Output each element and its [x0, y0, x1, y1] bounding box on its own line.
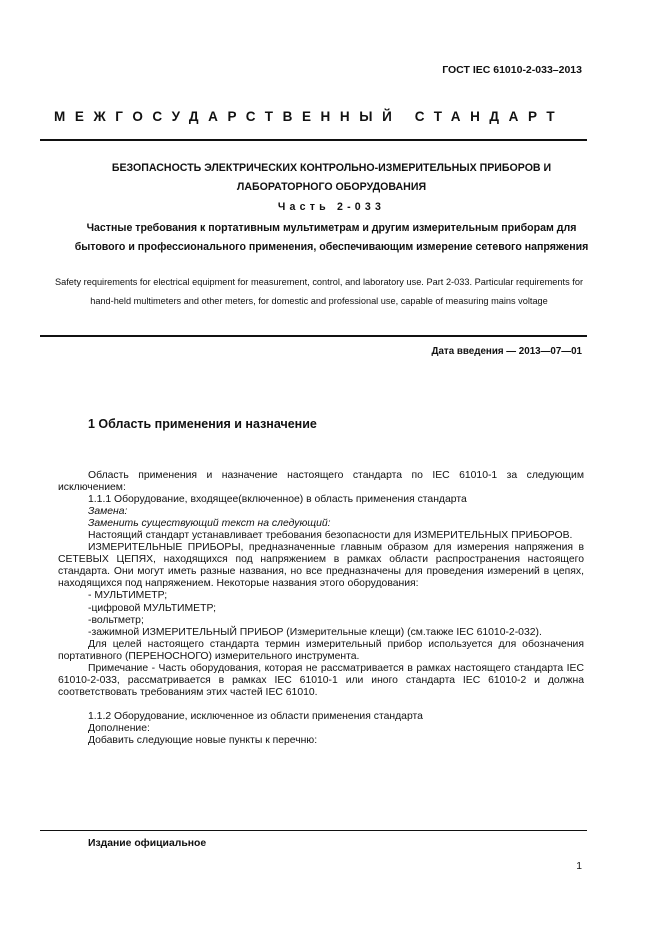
paragraph: Заменить существующий текст на следующий: — [88, 518, 331, 530]
interstate-standard-banner: МЕЖГОСУДАРСТВЕННЫЙ СТАНДАРТ — [54, 109, 565, 124]
paragraph: Замена: — [88, 506, 128, 518]
paragraph: Настоящий стандарт устанавливает требования безопасности для ИЗМЕРИТЕЛЬНЫХ ПРИБОРОВ. — [88, 530, 573, 542]
note: Примечание - Часть оборудования, которая не рассматривается в рамках настоящего стандарта IEC 61010-2-033, рассматривается в рамках IEC 61010-1 или иного стандарта IEC 61010-2 и должна соответствовать требованиям этих частей IEC 61010. — [58, 662, 584, 698]
section-heading: 1 Область применения и назначение — [88, 417, 317, 431]
subtitle-line-1: Частные требования к портативным мультиметрам и другим измерительным приборам для — [86, 222, 577, 234]
paragraph: 1.1.2 Оборудование, исключенное из области применения стандарта — [88, 710, 423, 722]
section-body — [58, 470, 584, 747]
paragraph: Область применения и назначение настоящего стандарта по IEC 61010-1 за следующим исключением: — [58, 470, 584, 494]
part-number: Часть 2-033 — [277, 201, 386, 213]
list-item: -зажимной ИЗМЕРИТЕЛЬНЫЙ ПРИБОР (Измерительные клещи) (см.также IEC 61010-2-032). — [88, 626, 542, 638]
english-title: Safety requirements for electrical equipment for measurement, control, and laboratory use. Part 2-033. Particular requirements for hand-held multimeters and other meters, for domestic and professional use, capable of measuring mains voltage — [55, 277, 583, 306]
footer-rule — [40, 830, 587, 831]
paragraph: 1.1.1 Оборудование, входящее(включенное) в область применения стандарта — [88, 494, 467, 506]
paragraph: ИЗМЕРИТЕЛЬНЫЕ ПРИБОРЫ, предназначенные главным образом для измерения напряжения в СЕТЕВЫХ ЦЕПЯХ, находящихся под напряжением в рамках области распространения настоящего стандарта. Они могут иметь разные названия, но все предназначены для проведения измерений в цепях, находящихся под напряжением. Некоторые названия этого оборудования: — [58, 542, 584, 590]
top-rule — [40, 139, 587, 141]
paragraph: Дополнение: — [88, 722, 150, 734]
title-line-1: БЕЗОПАСНОСТЬ ЭЛЕКТРИЧЕСКИХ КОНТРОЛЬНО-ИЗМЕРИТЕЛЬНЫХ ПРИБОРОВ И — [111, 162, 552, 174]
list-item: -цифровой МУЛЬТИМЕТР; — [88, 602, 217, 614]
standard-code: ГОСТ IEC 61010-2-033–2013 — [442, 64, 582, 76]
effective-date: Дата введения — 2013—07—01 — [431, 346, 582, 357]
paragraph: Добавить следующие новые пункты к перечню: — [88, 734, 318, 746]
list-item: - МУЛЬТИМЕТР; — [88, 590, 168, 602]
title-bottom-rule — [40, 335, 587, 337]
subtitle-line-2: бытового и профессионального применения, обеспечивающим измерение сетевого напряжения — [74, 241, 589, 253]
page-number: 1 — [576, 861, 582, 872]
official-edition-label: Издание официальное — [88, 838, 207, 849]
title-line-2: ЛАБОРАТОРНОГО ОБОРУДОВАНИЯ — [236, 181, 427, 193]
list-item: -вольтметр; — [88, 614, 144, 626]
paragraph: Для целей настоящего стандарта термин измерительный прибор используется для обозначения портативного (ПЕРЕНОСНОГО) измерительного инструмента. — [58, 638, 584, 662]
